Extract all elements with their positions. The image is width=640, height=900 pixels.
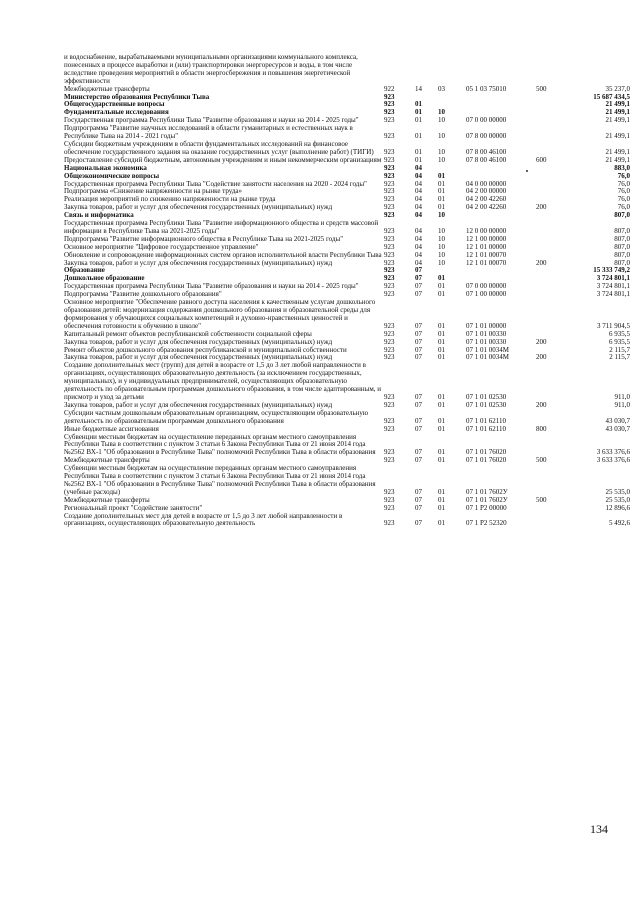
- row-rz: 04: [415, 171, 422, 180]
- row-rz: 07: [415, 345, 422, 354]
- row-pr: 01: [438, 392, 445, 401]
- row-gr: 923: [384, 211, 395, 220]
- row-pr: 01: [438, 179, 445, 188]
- row-rz: 07: [415, 392, 422, 401]
- row-pr: 01: [438, 345, 445, 354]
- row-gr: 923: [384, 345, 395, 354]
- row-pr: 01: [438, 187, 445, 196]
- row-rz: 07: [415, 337, 422, 346]
- row-name: Государственная программа Республики Тыва "Развитие информационного общества и средств массовой информации в Республике Тыва на 2021-2025 годы": [64, 219, 379, 235]
- row-rz: 01: [415, 108, 422, 117]
- row-name: Образование: [64, 266, 105, 275]
- row-name: Субсидии частным дошкольным образовательным организациям, осуществляющим образовательную деятельность по образовательным программам дошкольного образования: [64, 408, 369, 425]
- row-sum: 3 724 801,1: [596, 282, 630, 291]
- row-gr: 923: [384, 353, 395, 362]
- row-name: Закупка товаров, работ и услуг для обеспечения государственных (муниципальных) нужд: [64, 353, 333, 362]
- row-cs: 07 1 01 00330: [466, 329, 507, 338]
- row-vr: 500: [536, 495, 547, 504]
- row-cs: 12 1 00 00000: [466, 234, 507, 243]
- table-row: [64, 362, 630, 402]
- row-name: Министерство образования Республики Тыва: [64, 92, 210, 101]
- row-cs: 12 0 00 00000: [466, 226, 507, 235]
- row-pr: 01: [438, 400, 445, 409]
- row-rz: 04: [415, 179, 422, 188]
- row-sum: 21 499,1: [605, 100, 630, 109]
- row-name: Государственная программа Республики Тыва "Содействие занятости населения на 2020 - 2024 годы": [64, 179, 367, 188]
- row-gr: 923: [384, 266, 395, 275]
- row-gr: 923: [384, 163, 395, 172]
- row-rz: 07: [415, 321, 422, 330]
- row-sum: 807,0: [614, 242, 630, 251]
- row-name: Национальная экономика: [64, 163, 147, 172]
- row-sum: 807,0: [614, 258, 630, 267]
- row-rz: 01: [415, 132, 422, 141]
- row-cs: 04 2 00 00000: [466, 187, 507, 196]
- row-sum: 2 115,7: [609, 353, 630, 362]
- row-vr: 600: [536, 155, 547, 164]
- table-row: [64, 513, 630, 529]
- row-name: Межбюджетные трансферты: [64, 84, 150, 93]
- row-sum: 21 499,1: [605, 108, 630, 117]
- row-gr: 923: [384, 329, 395, 338]
- row-sum: 76,0: [617, 171, 630, 180]
- row-pr: 01: [438, 487, 445, 496]
- row-gr: 923: [384, 234, 395, 243]
- row-sum: 807,0: [614, 250, 630, 259]
- row-rz: 07: [415, 495, 422, 504]
- row-cs: 04 2 00 42260: [466, 203, 507, 212]
- row-cs: 07 1 01 0034М: [466, 345, 509, 354]
- row-rz: 01: [415, 147, 422, 156]
- row-gr: 923: [384, 195, 395, 204]
- row-pr: 01: [438, 329, 445, 338]
- row-pr: 10: [438, 226, 445, 235]
- row-pr: 01: [438, 337, 445, 346]
- row-gr: 923: [384, 203, 395, 212]
- row-rz: 07: [415, 353, 422, 362]
- row-sum: 911,0: [614, 392, 630, 401]
- row-gr: 922: [384, 84, 395, 93]
- table-row: [64, 220, 630, 236]
- row-name: Обновление и сопровождение информационных систем органов исполнительной власти Республики Тыва: [64, 250, 382, 259]
- row-rz: 04: [415, 211, 422, 220]
- row-name: Общегосударственные вопросы: [64, 100, 165, 109]
- row-gr: 923: [384, 337, 395, 346]
- row-sum: 25 535,0: [605, 487, 630, 496]
- row-name: и водоснабжение, вырабатываемыми муниципальными организациями коммунального комплекса, понесенных в процессе выработки и (или) транспортировки энергоресурсов и воды, в том числе вследствие проведения мероприятий в области энергосбережения и повышения энергетической эффективности: [64, 53, 358, 85]
- row-vr: 500: [536, 456, 547, 465]
- table-row: [64, 465, 630, 497]
- row-sum: 3 633 376,6: [596, 448, 630, 457]
- row-name: Субсидии бюджетным учреждениям в области фундаментальных исследований на финансовое обеспечение государственного задания на оказание государственных услуг (выполнение работ) (ТИГИ): [64, 139, 374, 156]
- row-cs: 07 1 Р2 52320: [466, 519, 507, 528]
- row-rz: 07: [415, 503, 422, 512]
- row-name: Региональный проект "Содействие занятости": [64, 503, 203, 512]
- row-gr: 923: [384, 321, 395, 330]
- row-cs: 07 1 01 00330: [466, 337, 507, 346]
- row-name: Общеэкономические вопросы: [64, 171, 160, 180]
- row-rz: 01: [415, 155, 422, 164]
- row-name: Государственная программа Республики Тыва "Развитие образования и науки на 2014 - 2025 годы": [64, 116, 359, 125]
- row-pr: 01: [438, 416, 445, 425]
- row-pr: 01: [438, 171, 445, 180]
- row-rz: 07: [415, 290, 422, 299]
- row-vr: 200: [536, 258, 547, 267]
- row-name: Дошкольное образование: [64, 274, 145, 283]
- row-vr: 800: [536, 424, 547, 433]
- row-vr: 200: [536, 400, 547, 409]
- row-pr: 01: [438, 321, 445, 330]
- row-name: Субвенции местным бюджетам на осуществление переданных органам местного самоуправления Республики Тыва в соответствии с пунктом 3 статьи 6 Закона Республики Тыва от 21 июня 2014 года №2562 ВХ-1 "Об образовании в Республике Тыва" полномочий Республики Тыва в области образования (учебные расходы): [64, 464, 376, 496]
- row-name: Закупка товаров, работ и услуг для обеспечения государственных (муниципальных) нужд: [64, 400, 333, 409]
- row-name: Закупка товаров, работ и услуг для обеспечения государственных (муниципальных) нужд: [64, 258, 333, 267]
- row-pr: 10: [438, 242, 445, 251]
- row-sum: 76,0: [617, 187, 630, 196]
- row-sum: 76,0: [617, 179, 630, 188]
- row-gr: 923: [384, 416, 395, 425]
- row-pr: 01: [438, 424, 445, 433]
- row-cs: 07 1 00 00000: [466, 290, 507, 299]
- row-gr: 923: [384, 100, 395, 109]
- row-sum: 21 499,1: [605, 155, 630, 164]
- row-rz: 07: [415, 487, 422, 496]
- table-row: [64, 125, 630, 141]
- row-cs: 07 8 00 00000: [466, 132, 507, 141]
- row-gr: 923: [384, 147, 395, 156]
- row-vr: 500: [536, 84, 547, 93]
- row-rz: 04: [415, 195, 422, 204]
- row-gr: 923: [384, 187, 395, 196]
- row-rz: 04: [415, 234, 422, 243]
- row-name: Подпрограмма "Развитие научных исследований в области гуманитарных и естественных наук в Республике Тыва на 2014 - 2021 годы": [64, 124, 353, 141]
- row-sum: 43 030,7: [605, 416, 630, 425]
- row-name: Подпрограмма "Развитие дошкольного образования": [64, 290, 222, 299]
- table-row: [64, 299, 630, 331]
- row-sum: 12 896,6: [605, 503, 630, 512]
- row-gr: 923: [384, 108, 395, 117]
- row-sum: 76,0: [617, 203, 630, 212]
- row-pr: 01: [438, 503, 445, 512]
- row-cs: 07 0 00 00000: [466, 116, 507, 125]
- row-cs: 07 1 01 62110: [466, 416, 506, 425]
- row-rz: 04: [415, 226, 422, 235]
- row-gr: 923: [384, 250, 395, 259]
- row-cs: 12 1 01 00000: [466, 242, 507, 251]
- row-sum: 6 935,5: [609, 329, 630, 338]
- row-gr: 923: [384, 242, 395, 251]
- row-gr: 923: [384, 92, 395, 101]
- row-cs: 07 0 00 00000: [466, 282, 507, 291]
- row-name: Создание дополнительных мест (групп) для детей в возрасте от 1,5 до 3 лет любой направленности в организациях, осуществляющих образовательную деятельность (за исключением государственных, муниципальных), и у индивидуальных предпринимателей, осуществляющих образовательную деятельность по образовательным программам дошкольного образования, в том числе адаптированным, и присмотр и уход за детьми: [64, 361, 382, 401]
- row-name: Создание дополнительных мест для детей в возрасте от 1,5 до 3 лет любой направленности в организациях, осуществляющих образовательную деятельность: [64, 511, 343, 528]
- row-pr: 10: [438, 116, 445, 125]
- row-sum: 3 633 376,6: [596, 456, 630, 465]
- row-rz: 04: [415, 242, 422, 251]
- row-pr: 10: [438, 132, 445, 141]
- table-row: [64, 204, 630, 212]
- row-pr: 01: [438, 282, 445, 291]
- row-name: Межбюджетные трансферты: [64, 456, 150, 465]
- row-sum: 76,0: [617, 195, 630, 204]
- row-name: Межбюджетные трансферты: [64, 495, 150, 504]
- row-pr: 01: [438, 195, 445, 204]
- row-pr: 10: [438, 250, 445, 259]
- row-name: Капитальный ремонт объектов республиканской собственности социальной сферы: [64, 329, 312, 338]
- page-number: 134: [590, 822, 608, 836]
- row-pr: 01: [438, 353, 445, 362]
- row-sum: 3 724 801,1: [596, 290, 630, 299]
- row-pr: 01: [438, 519, 445, 528]
- row-name: Иные бюджетные ассигнования: [64, 424, 159, 433]
- row-pr: 10: [438, 234, 445, 243]
- row-cs: 07 1 01 02530: [466, 400, 507, 409]
- scan-speck: [526, 170, 528, 172]
- row-sum: 3 711 904,5: [597, 321, 630, 330]
- row-sum: 21 499,1: [605, 116, 630, 125]
- row-pr: 01: [438, 274, 445, 283]
- row-gr: 923: [384, 519, 395, 528]
- row-gr: 923: [384, 503, 395, 512]
- row-pr: 03: [438, 84, 445, 93]
- row-rz: 07: [415, 266, 422, 275]
- row-rz: 07: [415, 274, 422, 283]
- row-gr: 923: [384, 132, 395, 141]
- row-sum: 21 499,1: [605, 147, 630, 156]
- row-rz: 04: [415, 203, 422, 212]
- row-name: Основное мероприятие "Цифровое государственное управление": [64, 242, 259, 251]
- row-rz: 01: [415, 116, 422, 125]
- row-sum: 25 535,0: [605, 495, 630, 504]
- row-cs: 07 1 01 02530: [466, 392, 507, 401]
- row-rz: 01: [415, 100, 422, 109]
- row-gr: 923: [384, 290, 395, 299]
- row-rz: 14: [415, 84, 422, 93]
- row-gr: 923: [384, 487, 395, 496]
- row-name: Реализация мероприятий по снижению напряженности на рынке труда: [64, 195, 276, 204]
- row-gr: 923: [384, 274, 395, 283]
- row-rz: 07: [415, 519, 422, 528]
- row-pr: 10: [438, 108, 445, 117]
- budget-table: [64, 54, 630, 528]
- row-pr: 10: [438, 258, 445, 267]
- row-sum: 807,0: [614, 234, 630, 243]
- table-row: [64, 54, 630, 86]
- row-rz: 07: [415, 448, 422, 457]
- row-gr: 923: [384, 155, 395, 164]
- row-cs: 07 8 00 46100: [466, 147, 507, 156]
- row-gr: 923: [384, 424, 395, 433]
- row-rz: 04: [415, 187, 422, 196]
- row-name: Основное мероприятие "Обеспечение равного доступа населения к качественным услугам дошкольного образования детей: модернизация содержания дошкольного образования и образовательной среды для формирования у обучающихся социальных компетенций и духовно-нравственных ценностей и обеспечения готовности к обучению в школе": [64, 298, 376, 330]
- row-sum: 35 237,0: [605, 84, 630, 93]
- row-rz: 07: [415, 424, 422, 433]
- row-pr: 01: [438, 448, 445, 457]
- row-name: Предоставление субсидий бюджетным, автономным учреждениям и иным некоммерческим организациям: [64, 155, 382, 164]
- row-name: Фундаментальные исследования: [64, 108, 169, 117]
- table-row: [64, 141, 630, 157]
- row-cs: 07 1 01 76020: [466, 448, 507, 457]
- row-cs: 12 1 01 00070: [466, 258, 507, 267]
- table-row: [64, 157, 630, 165]
- row-sum: 3 724 801,1: [596, 274, 630, 283]
- row-rz: 07: [415, 400, 422, 409]
- row-gr: 923: [384, 448, 395, 457]
- row-sum: 807,0: [614, 211, 630, 220]
- row-name: Подпрограмма «Снижение напряженности на рынке труда»: [64, 187, 242, 196]
- row-rz: 04: [415, 258, 422, 267]
- row-pr: 10: [438, 147, 445, 156]
- row-rz: 04: [415, 163, 422, 172]
- row-gr: 923: [384, 392, 395, 401]
- row-sum: 15 333 749,2: [593, 266, 630, 275]
- row-gr: 923: [384, 400, 395, 409]
- row-cs: 05 1 03 75010: [466, 84, 507, 93]
- row-cs: 07 1 01 7602У: [466, 495, 508, 504]
- row-name: Закупка товаров, работ и услуг для обеспечения государственных (муниципальных) нужд: [64, 203, 333, 212]
- row-sum: 21 499,1: [605, 132, 630, 141]
- row-cs: 07 1 01 7602У: [466, 487, 508, 496]
- row-pr: 01: [438, 495, 445, 504]
- row-sum: 15 687 434,5: [593, 92, 630, 101]
- row-gr: 923: [384, 282, 395, 291]
- row-gr: 923: [384, 226, 395, 235]
- table-row: [64, 410, 630, 426]
- row-pr: 01: [438, 290, 445, 299]
- row-gr: 923: [384, 495, 395, 504]
- row-vr: 200: [536, 353, 547, 362]
- row-pr: 01: [438, 456, 445, 465]
- row-sum: 2 115,7: [609, 345, 630, 354]
- row-gr: 923: [384, 171, 395, 180]
- row-vr: 200: [536, 203, 547, 212]
- row-name: Закупка товаров, работ и услуг для обеспечения государственных (муниципальных) нужд: [64, 337, 333, 346]
- row-name: Связь и информатика: [64, 211, 134, 220]
- row-gr: 923: [384, 116, 395, 125]
- row-sum: 6 935,5: [609, 337, 630, 346]
- row-name: Субвенции местным бюджетам на осуществление переданных органам местного самоуправления Республики Тыва в соответствии с пунктом 3 статьи 6 Закона Республики Тыва от 21 июня 2014 года №2562 ВХ-1 "Об образовании в Республике Тыва" полномочий Республики Тыва в области образования: [64, 432, 376, 457]
- row-sum: 43 030,7: [605, 424, 630, 433]
- row-gr: 923: [384, 179, 395, 188]
- row-name: Подпрограмма "Развитие информационного общества в Республике Тыва на 2021-2025 годы": [64, 234, 344, 243]
- row-sum: 883,0: [614, 163, 630, 172]
- row-name: Государственная программа Республики Тыва "Развитие образования и науки на 2014 - 2025 годы": [64, 282, 359, 291]
- row-vr: 200: [536, 337, 547, 346]
- row-sum: 807,0: [614, 226, 630, 235]
- row-pr: 10: [438, 155, 445, 164]
- row-cs: 07 1 01 62110: [466, 424, 506, 433]
- row-rz: 07: [415, 329, 422, 338]
- row-sum: 5 492,6: [609, 519, 630, 528]
- row-pr: 10: [438, 211, 445, 220]
- row-rz: 04: [415, 250, 422, 259]
- row-rz: 07: [415, 416, 422, 425]
- row-name: Ремонт объектов дошкольного образования республиканской и муниципальной собственности: [64, 345, 347, 354]
- row-pr: 01: [438, 203, 445, 212]
- table-row: [64, 260, 630, 268]
- table-row: [64, 434, 630, 458]
- table-row: [64, 267, 630, 275]
- row-gr: 923: [384, 456, 395, 465]
- row-rz: 07: [415, 456, 422, 465]
- row-sum: 911,0: [614, 400, 630, 409]
- row-cs: 07 1 01 76020: [466, 456, 507, 465]
- row-rz: 07: [415, 282, 422, 291]
- row-gr: 923: [384, 258, 395, 267]
- row-cs: 07 1 Р2 00000: [466, 503, 507, 512]
- row-cs: 12 1 01 00070: [466, 250, 507, 259]
- row-cs: 04 0 00 00000: [466, 179, 507, 188]
- row-cs: 07 1 01 00000: [466, 321, 507, 330]
- row-cs: 04 2 00 42260: [466, 195, 507, 204]
- row-cs: 07 8 00 46100: [466, 155, 507, 164]
- row-cs: 07 1 01 0034М: [466, 353, 509, 362]
